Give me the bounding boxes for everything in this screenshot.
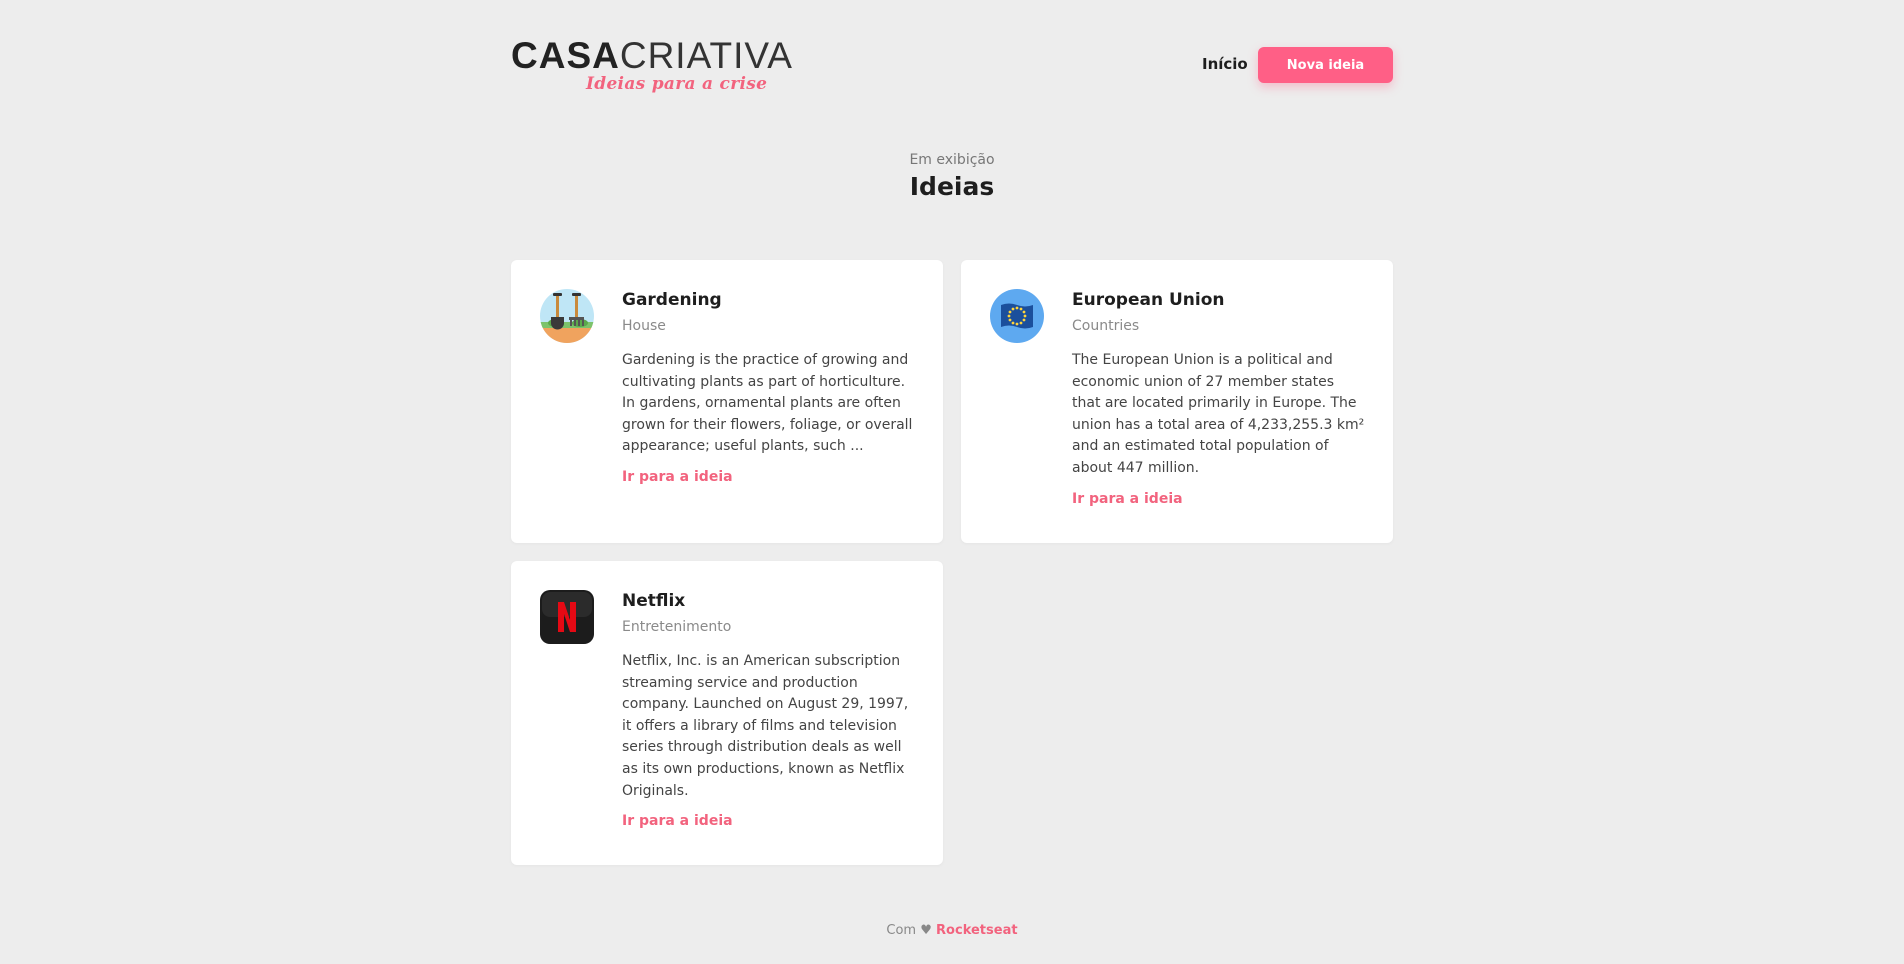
- heart-icon: ♥: [920, 923, 932, 938]
- go-to-idea-link[interactable]: Ir para a ideia: [1072, 490, 1183, 507]
- idea-description: Netflix, Inc. is an American subscription streaming service and production company. Launched on August 29, 1997, it offers a library of films and television series through distribution deals as well as its own productions, known as Netflix Originals.: [622, 653, 909, 799]
- idea-category: House: [622, 318, 666, 334]
- idea-title: European Union: [1072, 290, 1225, 310]
- footer: [0, 923, 1904, 938]
- new-idea-button[interactable]: Nova ideia: [1258, 47, 1393, 83]
- logo-tagline: Ideias para a crise: [586, 74, 768, 94]
- section-eyebrow: Em exibição: [909, 152, 995, 168]
- idea-card-netflix: [511, 561, 943, 865]
- idea-description: The European Union is a political and economic union of 27 member states that are located primarily in Europe. The union has a total area of 4,233,255.3 km² and an estimated total population of about 447 million.: [1072, 352, 1365, 476]
- netflix-icon: [540, 590, 594, 644]
- idea-card-content: [622, 289, 915, 485]
- go-to-idea-link[interactable]: Ir para a ideia: [622, 468, 733, 485]
- footer-prefix: Com: [886, 923, 917, 938]
- nav-home-link[interactable]: Início: [1202, 55, 1248, 73]
- logo-light-text: CRIATIVA: [619, 35, 793, 76]
- idea-title: Netflix: [622, 591, 686, 611]
- idea-description: Gardening is the practice of growing and cultivating plants as part of horticulture. In gardens, ornamental plants are often grown for their flowers, foliage, or overall appearance; useful plants, such ...: [622, 352, 913, 455]
- rocketseat-link[interactable]: Rocketseat: [936, 923, 1018, 938]
- page-title: Ideias: [909, 172, 995, 201]
- idea-card-european-union: [961, 260, 1393, 543]
- eu-flag-icon: [990, 289, 1044, 343]
- idea-category: Entretenimento: [622, 619, 732, 635]
- go-to-idea-link[interactable]: Ir para a ideia: [622, 813, 733, 830]
- idea-card-gardening: [511, 260, 943, 543]
- gardening-icon: [540, 289, 594, 343]
- logo-wordmark: [511, 35, 793, 76]
- idea-title: Gardening: [622, 290, 722, 310]
- logo-bold-text: CASA: [511, 35, 620, 76]
- idea-card-content: [622, 590, 915, 829]
- idea-card-content: [1072, 289, 1365, 507]
- logo[interactable]: [511, 35, 793, 96]
- idea-category: Countries: [1072, 318, 1140, 334]
